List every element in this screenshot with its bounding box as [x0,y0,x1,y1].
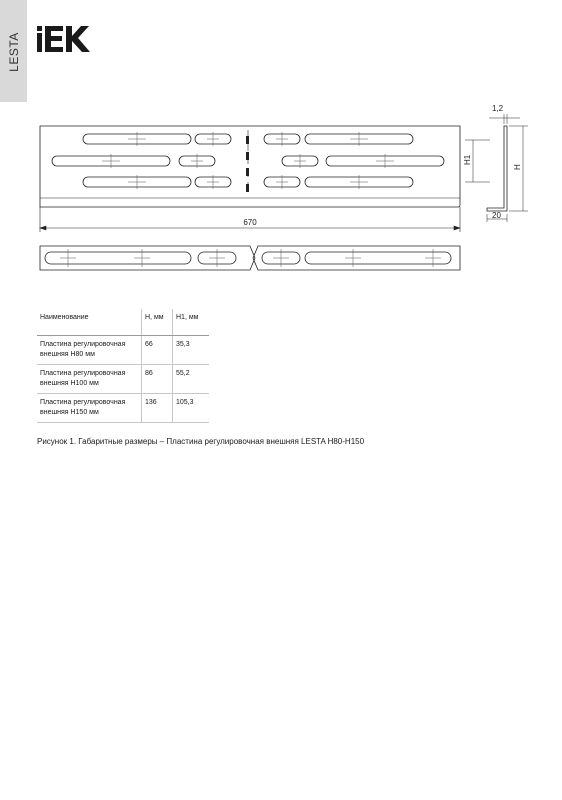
plate-side-profile [487,126,507,211]
cell-h1: 35,3 [173,336,210,365]
header-name: Наименование [37,309,142,336]
cell-h1: 55,2 [173,365,210,394]
table-header-row [37,309,209,336]
cell-h1: 105,3 [173,394,210,423]
dimensions-table [37,309,209,423]
table-row [37,365,209,394]
dim-h1: H1 [463,154,472,165]
header-h1: H1, мм [173,309,210,336]
header-h: H, мм [142,309,173,336]
dim-flange: 20 [492,211,501,220]
cell-h: 66 [142,336,173,365]
cell-h: 136 [142,394,173,423]
dim-h: H [513,164,522,170]
technical-drawing [0,0,562,300]
table-row [37,336,209,365]
dim-length: 670 [243,218,257,227]
figure-caption: Рисунок 1. Габаритные размеры – Пластина регулировочная внешняя LESTA H80-H150 [37,437,365,446]
cell-name: Пластина регулировочная внешняя H150 мм [37,394,142,423]
side-tab-label: LESTA [7,32,21,72]
table-row [37,394,209,423]
dim-thickness: 1,2 [492,104,504,113]
plate-top-view [40,126,460,207]
cell-name: Пластина регулировочная внешняя H100 мм [37,365,142,394]
cell-name: Пластина регулировочная внешняя H80 мм [37,336,142,365]
cell-h: 86 [142,365,173,394]
